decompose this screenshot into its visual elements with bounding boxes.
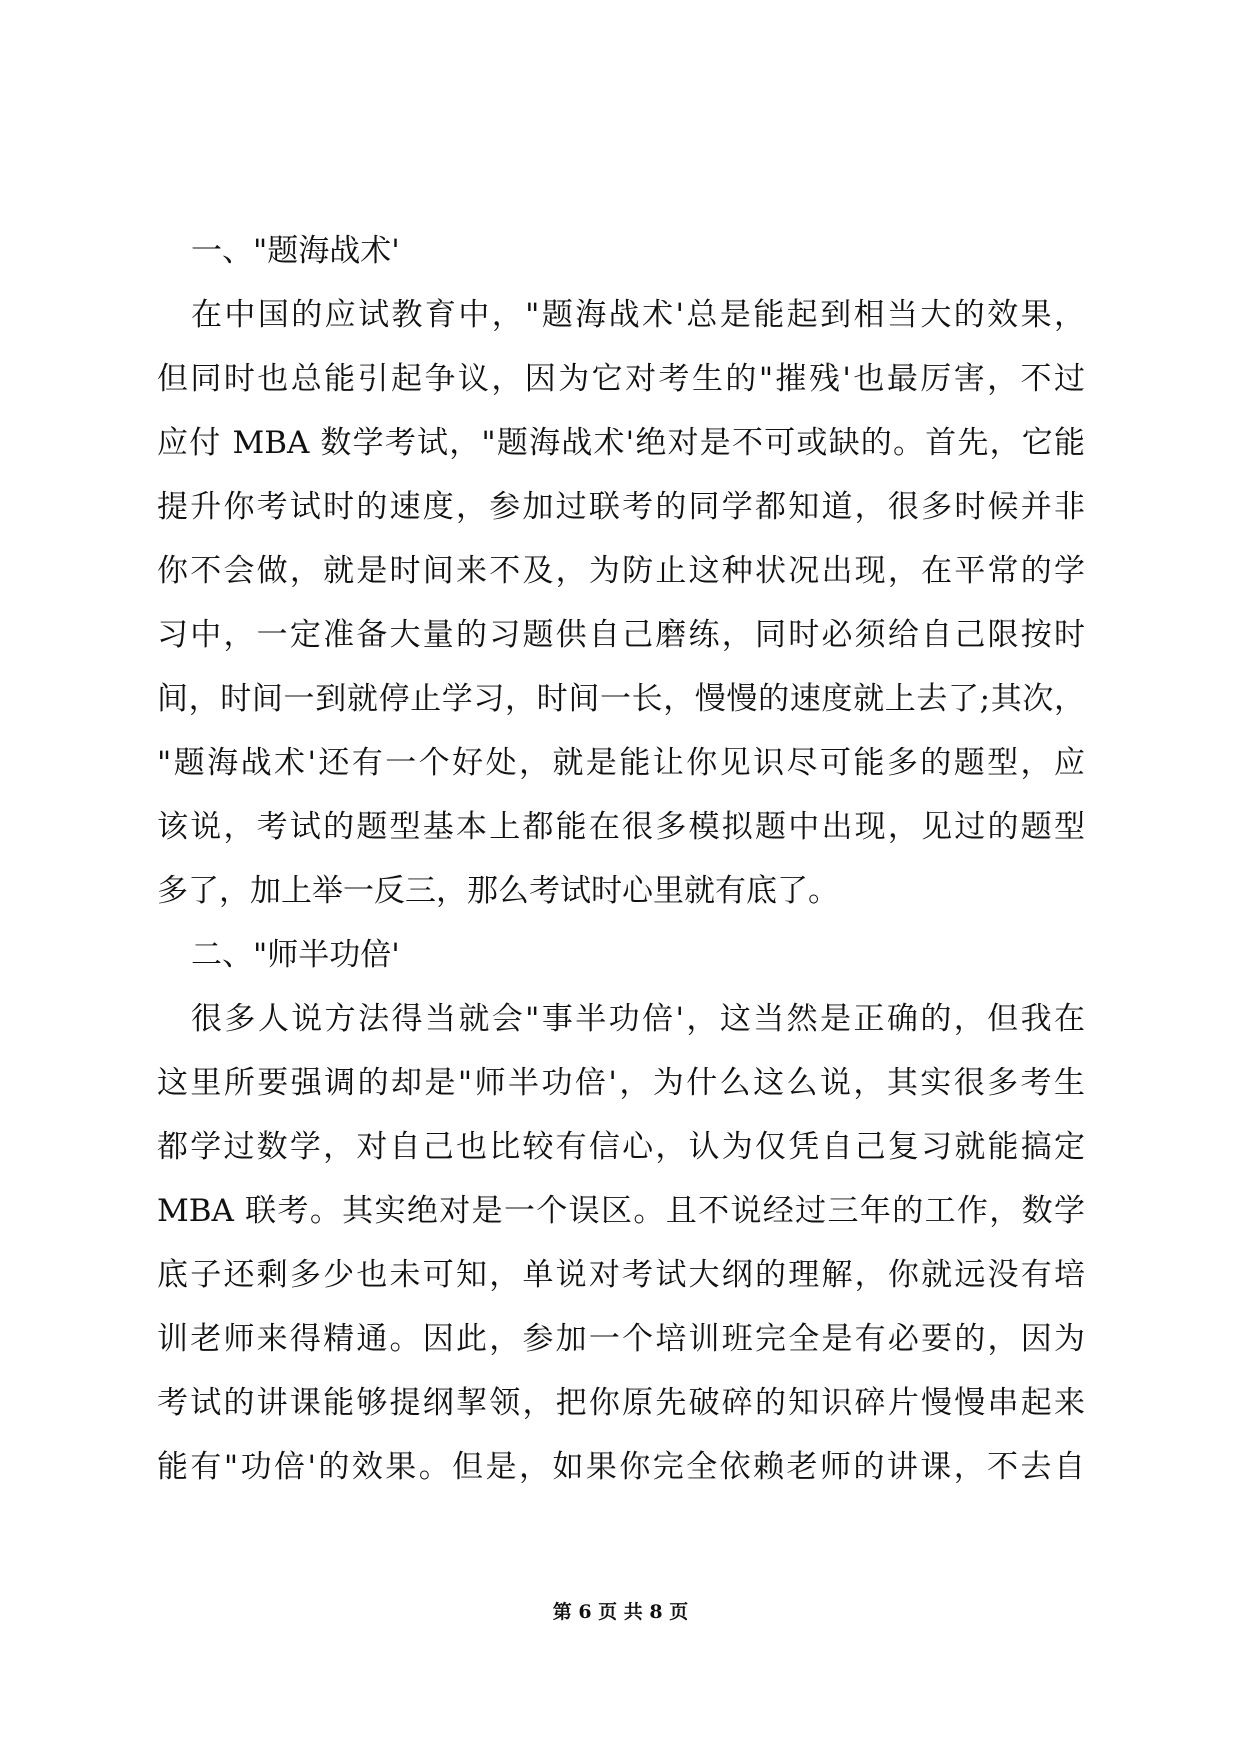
- paragraph-line: 很多人说方法得当就会"事半功倍'，这当然是正确的，但我在: [191, 1001, 1085, 1037]
- document-body: [157, 219, 1085, 1499]
- paragraph-line: "题海战术'还有一个好处，就是能让你见识尽可能多的题型，应: [157, 745, 1085, 781]
- paragraph-line: 间，时间一到就停止学习，时间一长，慢慢的速度就上去了;其次，: [157, 681, 1085, 717]
- paragraph-line: 能有"功倍'的效果。但是，如果你完全依赖老师的讲课，不去自: [157, 1449, 1085, 1485]
- section-heading-2: 二、"师半功倍': [191, 937, 400, 973]
- paragraph-line: 考试的讲课能够提纲挈领，把你原先破碎的知识碎片慢慢串起来: [157, 1385, 1085, 1421]
- paragraph-line: 多了，加上举一反三，那么考试时心里就有底了。: [157, 873, 839, 909]
- paragraph-line: 提升你考试时的速度，参加过联考的同学都知道，很多时候并非: [157, 489, 1085, 525]
- paragraph-line: 在中国的应试教育中，"题海战术'总是能起到相当大的效果，: [191, 297, 1085, 333]
- paragraph-line: MBA 联考。其实绝对是一个误区。且不说经过三年的工作，数学: [157, 1193, 1085, 1229]
- page-number: 第 6 页 共 8 页: [552, 1601, 689, 1623]
- paragraph-line: 你不会做，就是时间来不及，为防止这种状况出现，在平常的学: [157, 553, 1085, 589]
- paragraph-line: 但同时也总能引起争议，因为它对考生的"摧残'也最厉害，不过: [157, 361, 1085, 397]
- paragraph-line: 应付 MBA 数学考试，"题海战术'绝对是不可或缺的。首先，它能: [157, 425, 1085, 461]
- paragraph-line: 都学过数学，对自己也比较有信心，认为仅凭自己复习就能搞定: [157, 1129, 1085, 1165]
- paragraph-line: 习中，一定准备大量的习题供自己磨练，同时必须给自己限按时: [157, 617, 1085, 653]
- section-heading-1: 一、"题海战术': [191, 233, 400, 269]
- paragraph-line: 训老师来得精通。因此，参加一个培训班完全是有必要的，因为: [157, 1321, 1085, 1357]
- paragraph-line: 该说，考试的题型基本上都能在很多模拟题中出现，见过的题型: [157, 809, 1085, 845]
- paragraph-line: 这里所要强调的却是"师半功倍'，为什么这么说，其实很多考生: [157, 1065, 1085, 1101]
- paragraph-line: 底子还剩多少也未可知，单说对考试大纲的理解，你就远没有培: [157, 1257, 1085, 1293]
